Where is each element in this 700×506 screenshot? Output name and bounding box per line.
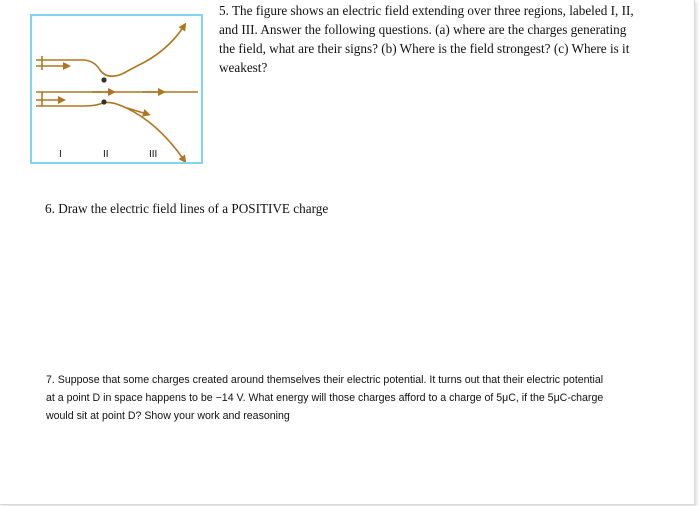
question-5-line-3: the field, what are their signs? (b) Where is the field strongest? (c) Where is it <box>219 41 630 56</box>
question-7-line-1: Suppose that some charges created around themselves their electric potential. It turns out that their electric potential <box>57 374 604 386</box>
question-5 <box>219 1 659 77</box>
electric-field-figure <box>30 14 203 164</box>
question-7 <box>46 371 696 425</box>
region-label-1: I <box>59 149 62 160</box>
question-5-line-2: and III. Answer the following questions. (a) where are the charges generating <box>219 22 627 37</box>
charge-dot <box>101 77 106 82</box>
question-5-line-1: The figure shows an electric field extending over three regions, labeled I, II, <box>231 3 634 18</box>
question-7-line-3: would sit at point D? Show your work and reasoning <box>46 410 290 422</box>
field-lines-diagram <box>32 16 201 162</box>
region-label-2: II <box>103 149 109 160</box>
question-6-number: 6. <box>45 201 55 216</box>
field-line-top <box>36 26 184 76</box>
question-5-number: 5. <box>219 3 229 18</box>
question-5-line-4: weakest? <box>219 60 268 75</box>
question-7-number: 7. <box>46 374 55 386</box>
question-6-text: Draw the electric field lines of a POSITIVE charge <box>58 201 329 216</box>
question-6 <box>45 200 328 217</box>
charge-dot <box>101 99 106 104</box>
question-7-line-2: at a point D in space happens to be −14 V. What energy will those charges afford to a charge of 5μC, if the 5μC-charge <box>46 392 604 404</box>
region-label-3: III <box>149 149 158 160</box>
